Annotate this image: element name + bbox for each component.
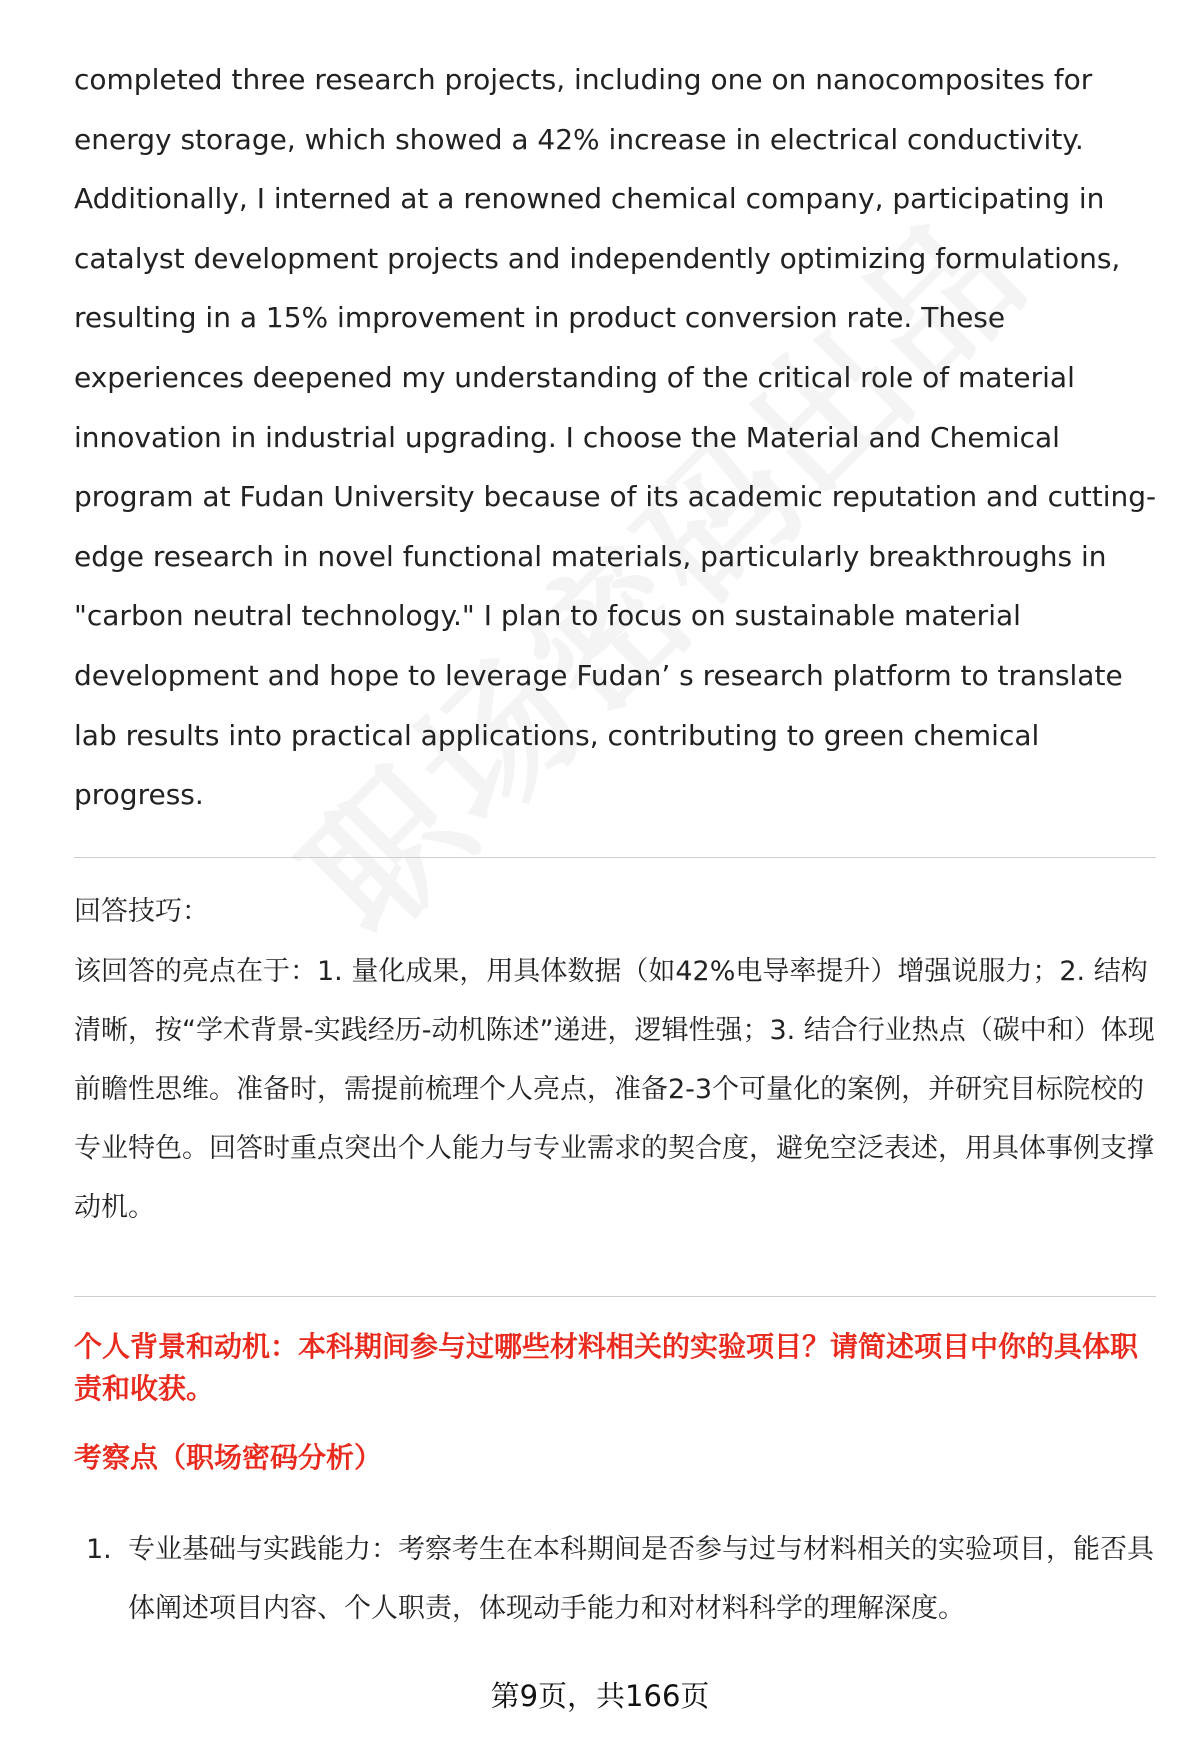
page-number: 第9页，共166页	[490, 1679, 710, 1713]
list-item-text: 专业基础与实践能力：考察考生在本科期间是否参与过与材料相关的实验项目，能否具体阐述项目内容、个人职责，体现动手能力和对材料科学的理解深度。	[128, 1534, 1154, 1624]
list-item-number: 1.	[86, 1534, 112, 1565]
question-heading: 个人背景和动机：本科期间参与过哪些材料相关的实验项目？请简述项目中你的具体职责和收获。	[74, 1330, 1139, 1405]
answer-section	[74, 50, 1159, 825]
tips-body: 该回答的亮点在于：1. 量化成果，用具体数据（如42%电导率提升）增强说服力；2. 结构清晰，按“学术背景-实践经历-动机陈述”递进，逻辑性强；3. 结合行业热点（碳中和）体现前瞻性思维。准备时，需提前梳理个人亮点，准备2-3个可量化的案例，并研究目标院校的专业特色。回答时重点突出个人能力与专业需求的契合度，避免空泛表述，用具体事例支撑动机。	[74, 956, 1155, 1223]
exam-points-title: 考察点（职场密码分析）	[74, 1441, 383, 1474]
divider	[74, 857, 1156, 858]
exam-points-list	[74, 1520, 1156, 1638]
answer-paragraph: completed three research projects, including one on nanocomposites for energy storage, which showed a 42% increase in electrical conductivity. Additionally, I interned at a renowned chemical company, participating in catalyst development projects and independently optimizing formulations, resulting in a 15% improvement in product conversion rate. These experiences deepened my understanding of the critical role of material innovation in industrial upgrading. I choose the Material and Chemical program at Fudan University because of its academic reputation and cutting-edge research in novel functional materials, particularly breakthroughs in "carbon neutral technology." I plan to focus on sustainable material development and hope to leverage Fudan’ s research platform to translate lab results into practical applications, contributing to green chemical progress.	[74, 63, 1157, 812]
tips-section	[74, 892, 1156, 1237]
divider	[74, 1296, 1156, 1297]
tips-title: 回答技巧：	[74, 896, 209, 927]
list-item	[74, 1520, 1156, 1638]
